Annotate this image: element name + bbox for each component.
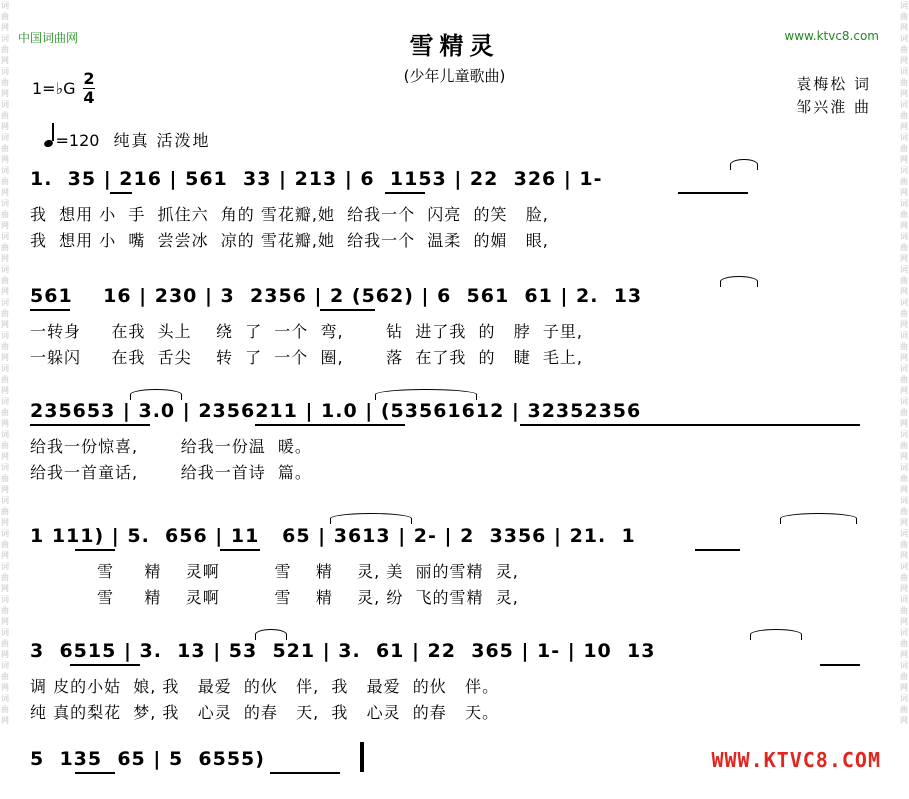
tie-mark	[375, 389, 477, 400]
tie-mark	[130, 389, 182, 400]
notation-line: 561 16 | 230 | 3 2356 | 2 (562) | 6 561 61 | 2. 13	[30, 285, 643, 307]
notation-line: 235653 | 3.0 | 2356211 | 1.0 | (53561612 | 32352356	[30, 400, 642, 422]
notation-line: 5 135 65 | 5 6555)	[30, 748, 265, 770]
tie-mark	[255, 629, 287, 640]
final-barline	[360, 742, 364, 772]
lyric-verse-1: 雪 精 灵啊 雪 精 灵, 美 丽的雪精 灵,	[30, 562, 519, 581]
underline-mark	[695, 549, 740, 551]
site-url-right: www.ktvc8.com	[784, 29, 879, 43]
tie-mark	[780, 513, 857, 524]
lyric-verse-2: 一躲闪 在我 舌尖 转 了 一个 圈, 落 在了我 的 睫 毛上,	[30, 348, 584, 367]
underline-mark	[30, 424, 150, 426]
underline-mark	[520, 424, 860, 426]
lyric-verse-1: 一转身 在我 头上 绕 了 一个 弯, 钻 进了我 的 脖 子里,	[30, 322, 584, 341]
composer-credit: 邹兴淮 曲	[796, 98, 871, 116]
underline-mark	[30, 309, 70, 311]
tie-mark	[730, 159, 758, 170]
lyric-verse-2: 雪 精 灵啊 雪 精 灵, 纷 飞的雪精 灵,	[30, 588, 519, 607]
key-signature: 1=♭G	[32, 79, 76, 98]
time-signature-top: 2	[83, 69, 95, 88]
notation-line: 3 6515 | 3. 13 | 53 521 | 3. 61 | 22 365 | 1- | 10 13	[30, 640, 656, 662]
tie-mark	[720, 276, 758, 287]
underline-mark	[320, 309, 375, 311]
lyric-verse-2: 我 想用 小 嘴 尝尝冰 凉的 雪花瓣,她 给我一个 温柔 的媚 眼,	[30, 231, 549, 250]
underline-mark	[75, 549, 115, 551]
site-name-left: 中国词曲网	[18, 31, 79, 45]
time-signature-bottom: 4	[83, 88, 95, 107]
tempo-marking	[44, 128, 211, 151]
time-signature	[81, 70, 97, 107]
song-subtitle: (少年儿童歌曲)	[403, 67, 506, 85]
underline-mark	[220, 549, 260, 551]
note-stem	[52, 123, 54, 141]
lyric-verse-1: 我 想用 小 手 抓住六 角的 雪花瓣,她 给我一个 闪亮 的笑 脸,	[30, 205, 549, 224]
notation-line: 1. 35 | 216 | 561 33 | 213 | 6 1153 | 22 326 | 1-	[30, 168, 603, 190]
lyricist-credit: 袁梅松 词	[796, 75, 871, 93]
tie-mark	[330, 513, 412, 524]
underline-mark	[270, 772, 340, 774]
underline-mark	[678, 192, 748, 194]
song-title: 雪精灵	[409, 32, 500, 60]
tempo-value: =120	[55, 131, 100, 150]
underline-mark	[75, 772, 115, 774]
side-watermark-right: 词曲网词曲网词曲网词曲网词曲网词曲网词曲网词曲网词曲网词曲网词曲网词曲网词曲网词曲网词曲网词曲网词曲网词曲网词曲网词曲网词曲网词曲网	[900, 1, 908, 725]
lyric-verse-1: 给我一份惊喜, 给我一份温 暖。	[30, 437, 312, 456]
side-watermark-left: 词曲网词曲网词曲网词曲网词曲网词曲网词曲网词曲网词曲网词曲网词曲网词曲网词曲网词曲网词曲网词曲网词曲网词曲网词曲网词曲网词曲网词曲网	[1, 1, 9, 725]
notation-line: 1 111) | 5. 656 | 11 65 | 3613 | 2- | 2 3356 | 21. 1	[30, 525, 636, 547]
lyric-verse-2: 纯 真的梨花 梦, 我 心灵 的春 天, 我 心灵 的春 天。	[30, 703, 500, 722]
underline-mark	[255, 424, 405, 426]
underline-mark	[110, 192, 132, 194]
mood-marking: 纯真 活泼地	[113, 131, 211, 150]
footer-logo: WWW.KTVC8.COM	[711, 748, 881, 772]
lyric-verse-1: 调 皮的小姑 娘, 我 最爱 的伙 伴, 我 最爱 的伙 伴。	[30, 677, 500, 696]
underline-mark	[820, 664, 860, 666]
tie-mark	[750, 629, 802, 640]
underline-mark	[385, 192, 425, 194]
underline-mark	[70, 664, 140, 666]
lyric-verse-2: 给我一首童话, 给我一首诗 篇。	[30, 463, 312, 482]
